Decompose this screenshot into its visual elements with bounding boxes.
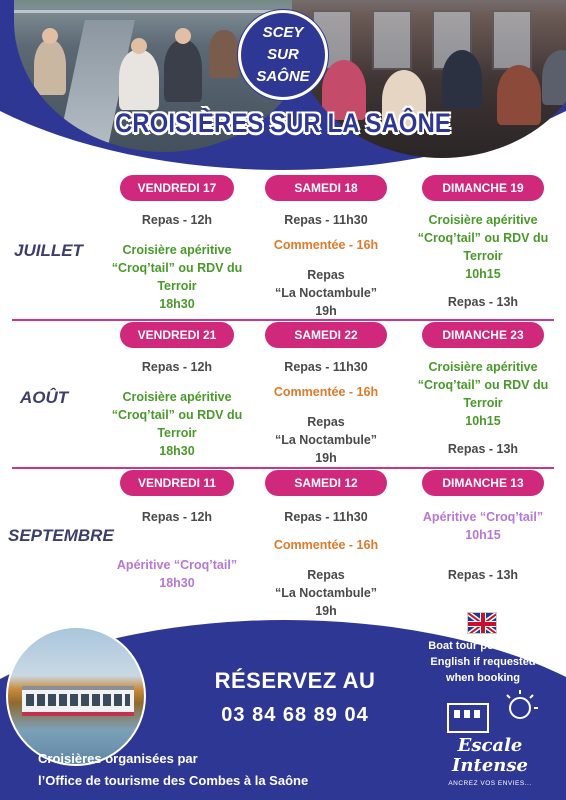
- day-pill: DIMANCHE 23: [422, 322, 544, 348]
- day-pill: SAMEDI 12: [265, 470, 387, 496]
- event-item: Repas “La Noctambule” 19h: [274, 568, 378, 618]
- event-item: Commentée - 16h: [273, 385, 379, 399]
- month-label: AOÛT: [20, 388, 69, 407]
- organiser-line-1: Croisières organisées par: [38, 751, 198, 766]
- event-item: Commentée - 16h: [273, 538, 379, 552]
- month-label: JUILLET: [14, 241, 83, 260]
- phone-number[interactable]: 03 84 68 89 04: [221, 704, 369, 726]
- page-subtitle: PROGRAMME 2026: [207, 150, 359, 167]
- uk-flag-icon: [467, 612, 497, 634]
- english-tour-note: Boat tour possible in English if requested when booking: [428, 640, 538, 684]
- day-pill: SAMEDI 18: [265, 175, 387, 201]
- event-item: Apéritive “Croq’tail” 10h15: [422, 510, 544, 542]
- month-label: SEPTEMBRE: [8, 526, 114, 545]
- badge-line-2: SUR: [267, 46, 299, 63]
- event-item: Repas - 12h: [141, 510, 213, 524]
- badge-line-3: SAÔNE: [256, 68, 310, 85]
- location-badge: [238, 10, 328, 100]
- day-pill: VENDREDI 11: [120, 470, 234, 496]
- event-item: Croisière apéritive “Croq’tail” ou RDV du Terroir 18h30: [111, 243, 243, 311]
- boat-photo: [6, 626, 146, 766]
- logo-name: Escale Intense: [452, 735, 528, 776]
- escale-intense-logo: [430, 686, 560, 796]
- day-pill: DIMANCHE 13: [422, 470, 544, 496]
- logo-building-icon: [430, 686, 550, 736]
- event-item: Apéritive “Croq’tail” 18h30: [116, 558, 238, 590]
- event-item: Repas - 13h: [447, 568, 519, 582]
- day-pill: VENDREDI 17: [120, 175, 234, 201]
- day-pill: SAMEDI 22: [265, 322, 387, 348]
- reserve-label: RÉSERVEZ AU: [214, 668, 376, 693]
- event-item: Croisière apéritive “Croq’tail” ou RDV du Terroir 18h30: [111, 390, 243, 458]
- event-item: Repas “La Noctambule” 19h: [274, 415, 378, 465]
- organiser-line-2: l’Office de tourisme des Combes à la Saône: [38, 773, 309, 788]
- header: [0, 0, 566, 175]
- event-item: Repas - 11h30: [284, 213, 368, 227]
- event-item: Repas - 12h: [141, 360, 213, 374]
- day-pill: DIMANCHE 19: [422, 175, 544, 201]
- organiser-text: [38, 748, 418, 792]
- month-divider: [12, 467, 554, 469]
- event-item: Repas - 11h30: [284, 510, 368, 524]
- logo-tagline: ANCREZ VOS ENVIES...: [448, 780, 532, 787]
- event-item: Commentée - 16h: [273, 238, 379, 252]
- day-pill: VENDREDI 21: [120, 322, 234, 348]
- footer: [0, 620, 566, 800]
- badge-line-1: SCEY: [262, 24, 304, 41]
- event-item: Croisière apéritive “Croq’tail” ou RDV du Terroir 10h15: [417, 360, 549, 428]
- event-item: Croisière apéritive “Croq’tail” ou RDV du Terroir 10h15: [417, 213, 549, 281]
- event-item: Repas - 13h: [447, 295, 519, 309]
- page-title: CROISIÈRES SUR LA SAÔNE: [115, 108, 451, 138]
- event-item: Repas “La Noctambule” 19h: [274, 268, 378, 318]
- event-item: Repas - 13h: [447, 442, 519, 456]
- event-item: Repas - 12h: [141, 213, 213, 227]
- month-divider: [12, 319, 554, 321]
- event-item: Repas - 11h30: [284, 360, 368, 374]
